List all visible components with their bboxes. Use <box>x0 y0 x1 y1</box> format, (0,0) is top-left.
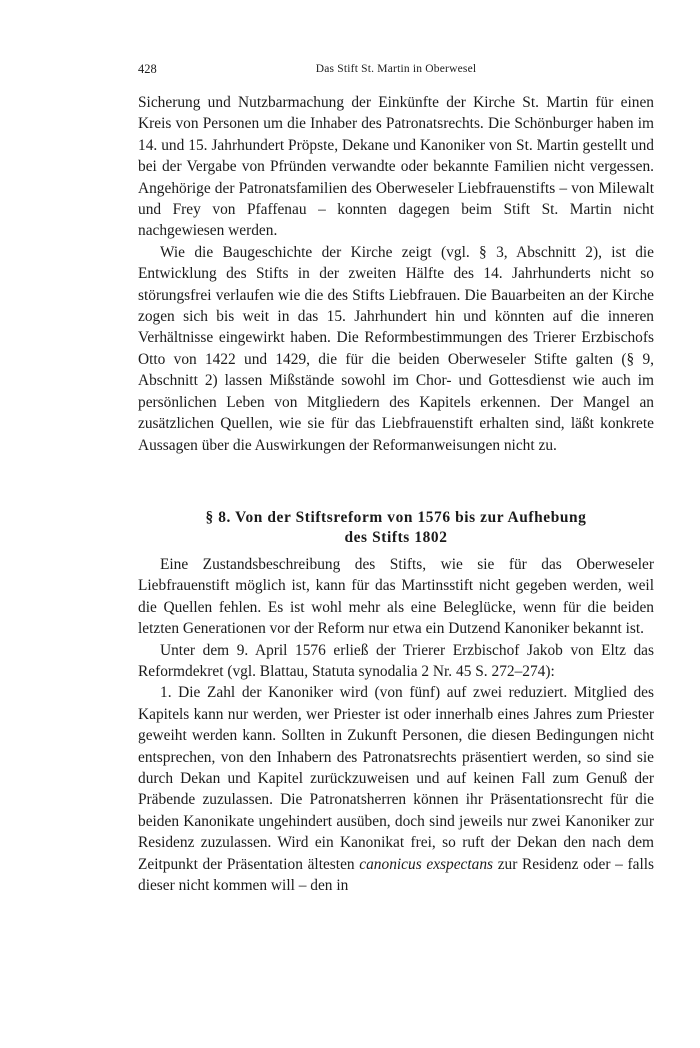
reform-point-1-italic-term: canonicus exspectans <box>359 855 494 873</box>
reform-point-1-text: 1. Die Zahl der Kanoniker wird (von fünf) auf zwei reduziert. Mitglied des Kapitels kann nur werden, wer Priester ist oder innerhalb eines Jahres zum Priester geweiht werden kann. Sollten in Zukunft Personen, die diesen Bedingungen nicht entsprechen, von den Inhabern des Patronatsrechts präsentiert werden, so sind sie durch Dekan und Kapitel zurückzuweisen und auf keinen Fall zum Genuß der Präbende zuzulassen. Die Patronatsherren können ihr Präsentationsrecht für die beiden Kanonikate ungehindert ausüben, doch sind jeweils nur zwei Kanoniker zur Residenz zuzulassen. Wird ein Kanonikat frei, so ruft der Dekan den nach dem Zeitpunkt der Präsentation ältesten <box>138 684 654 873</box>
paragraph-patronage: Sicherung und Nutzbarmachung der Einkünfte der Kirche St. Martin für einen Kreis von Personen um die Inhaber des Patronatsrechts. Die Schönburger haben im 14. und 15. Jahrhundert Pröpste, Dekane und Kanoniker von St. Martin gestellt und bei der Vergabe von Pfründen verwandte oder bekannte Familien nicht vergessen. Angehörige der Patronatsfamilien des Oberweseler Liebfrauenstifts – von Milewalt und Frey von Pfaffenau – konnten dagegen beim Stift St. Martin nicht nachgewiesen werden. <box>138 94 654 240</box>
running-title: Das Stift St. Martin in Oberwesel <box>315 63 477 75</box>
paragraph-building-history: Wie die Baugeschichte der Kirche zeigt (vgl. § 3, Abschnitt 2), ist die Entwicklung des Stifts in der zweiten Hälfte des 14. Jahrhunderts nicht so störungsfrei verlaufen wie die des Stifts Liebfrauen. Die Bauarbeiten an der Kirche zogen sich bis weit in das 15. Jahrhundert hin und könnten auf die inneren Verhältnisse eingewirkt haben. Die Reformbestimmungen des Trierer Erzbischofs Otto von 1422 und 1429, die für die beiden Oberweseler Stifte galten (§ 9, Abschnitt 2) lassen Mißstände sowohl im Chor- und Gottesdienst wie auch im persönlichen Leben von Mitgliedern des Kapitels erkennen. Der Mangel an zusätzlichen Quellen, wie sie für das Liebfrauenstift erhalten sind, läßt konkrete Aussagen über die Auswirkungen der Reformanweisungen nicht zu. <box>138 243 654 454</box>
section-heading-line-2: des Stifts 1802 <box>344 528 448 546</box>
book-page <box>138 62 654 896</box>
paragraph-state-description: Eine Zustandsbeschreibung des Stifts, wie sie für das Oberweseler Liebfrauenstift möglich ist, kann für das Martinsstift nicht gegeben werden, weil die Quellen fehlen. Es ist wohl mehr als eine Beleglücke, wenn für die beiden letzten Generationen vor der Reform nur etwa ein Dutzend Kanoniker bekannt ist. <box>138 555 654 638</box>
running-header <box>138 62 654 82</box>
paragraph-reform-point-1 <box>138 682 654 896</box>
paragraph-reform-decree: Unter dem 9. April 1576 erließ der Trierer Erzbischof Jakob von Eltz das Reformdekret (vgl. Blattau, Statuta synodalia 2 Nr. 45 S. 272–274): <box>138 641 654 680</box>
page-number: 428 <box>138 62 157 76</box>
section-heading-line-1: § 8. Von der Stiftsreform von 1576 bis zur Aufhebung <box>205 508 587 526</box>
reform-point-1-tail: zur Residenz oder – falls dieser nicht kommen will – den in <box>138 855 654 894</box>
section-heading <box>138 508 654 548</box>
